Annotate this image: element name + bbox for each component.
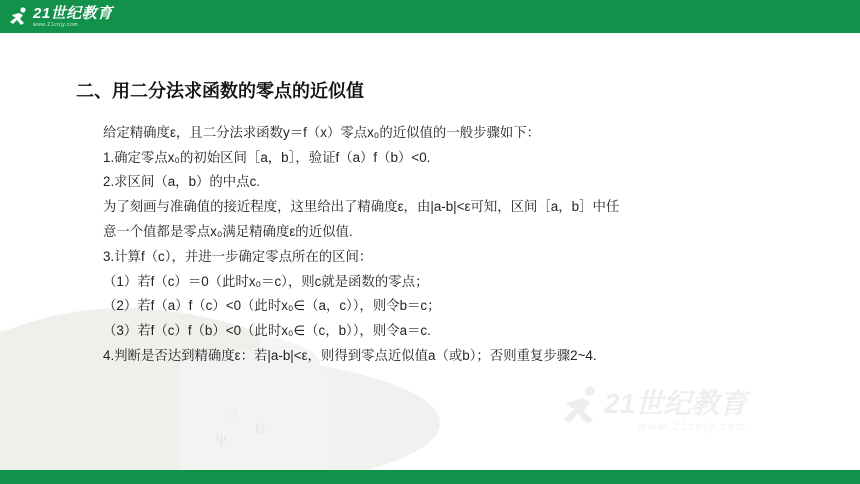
watermark-logo [560, 383, 820, 435]
watermark-text: 21世纪教育 [604, 388, 748, 419]
logo-text: 21世纪教育 [33, 4, 113, 22]
text-line: 意一个值都是零点x₀满足精确度ε的近似值. [103, 223, 353, 239]
svg-text:ψ: ψ [215, 428, 228, 447]
text-line: 给定精确度ε，且二分法求函数y＝f（x）零点x₀的近似值的一般步骤如下： [103, 125, 541, 140]
svg-text:e: e [255, 417, 266, 438]
text-line: （2）若f（a）f（c）<0（此时x₀∈（a，c）），则令b＝c； [103, 298, 441, 314]
runner-logo-icon [8, 6, 30, 28]
text-line: （1）若f（c）＝0（此时x₀＝c），则c就是函数的零点； [103, 273, 429, 289]
text-line: 1.确定零点x₀的初始区间［a，b］，验证f（a）f（b）<0. [103, 149, 431, 165]
logo-url: www.21cnjy.com [33, 21, 79, 28]
top-banner [0, 0, 860, 33]
bottom-banner [0, 470, 860, 484]
text-line: 3.计算f（c），并进一步确定零点所在的区间： [103, 248, 373, 264]
text-line: 为了刻画与准确值的接近程度，这里给出了精确度ε，由|a-b|<ε可知，区间［a，b］中任 [103, 199, 620, 215]
body-text [103, 120, 723, 369]
watermark-url: www.21cnjy.com [638, 421, 748, 433]
logo [8, 2, 113, 31]
text-line: （3）若f（c）f（b）<0（此时x₀∈（c，b）），则令a＝c. [103, 323, 431, 339]
watermark-runner-icon [563, 386, 595, 424]
section-heading: 二、用二分法求函数的零点的近似值 [76, 81, 364, 101]
svg-text:∂: ∂ [230, 406, 238, 422]
text-line: 2.求区间（a，b）的中点c. [103, 174, 260, 190]
text-line: 4.判断是否达到精确度ε：若|a-b|<ε，则得到零点近似值a（或b）；否则重复步骤2~4. [103, 347, 597, 363]
